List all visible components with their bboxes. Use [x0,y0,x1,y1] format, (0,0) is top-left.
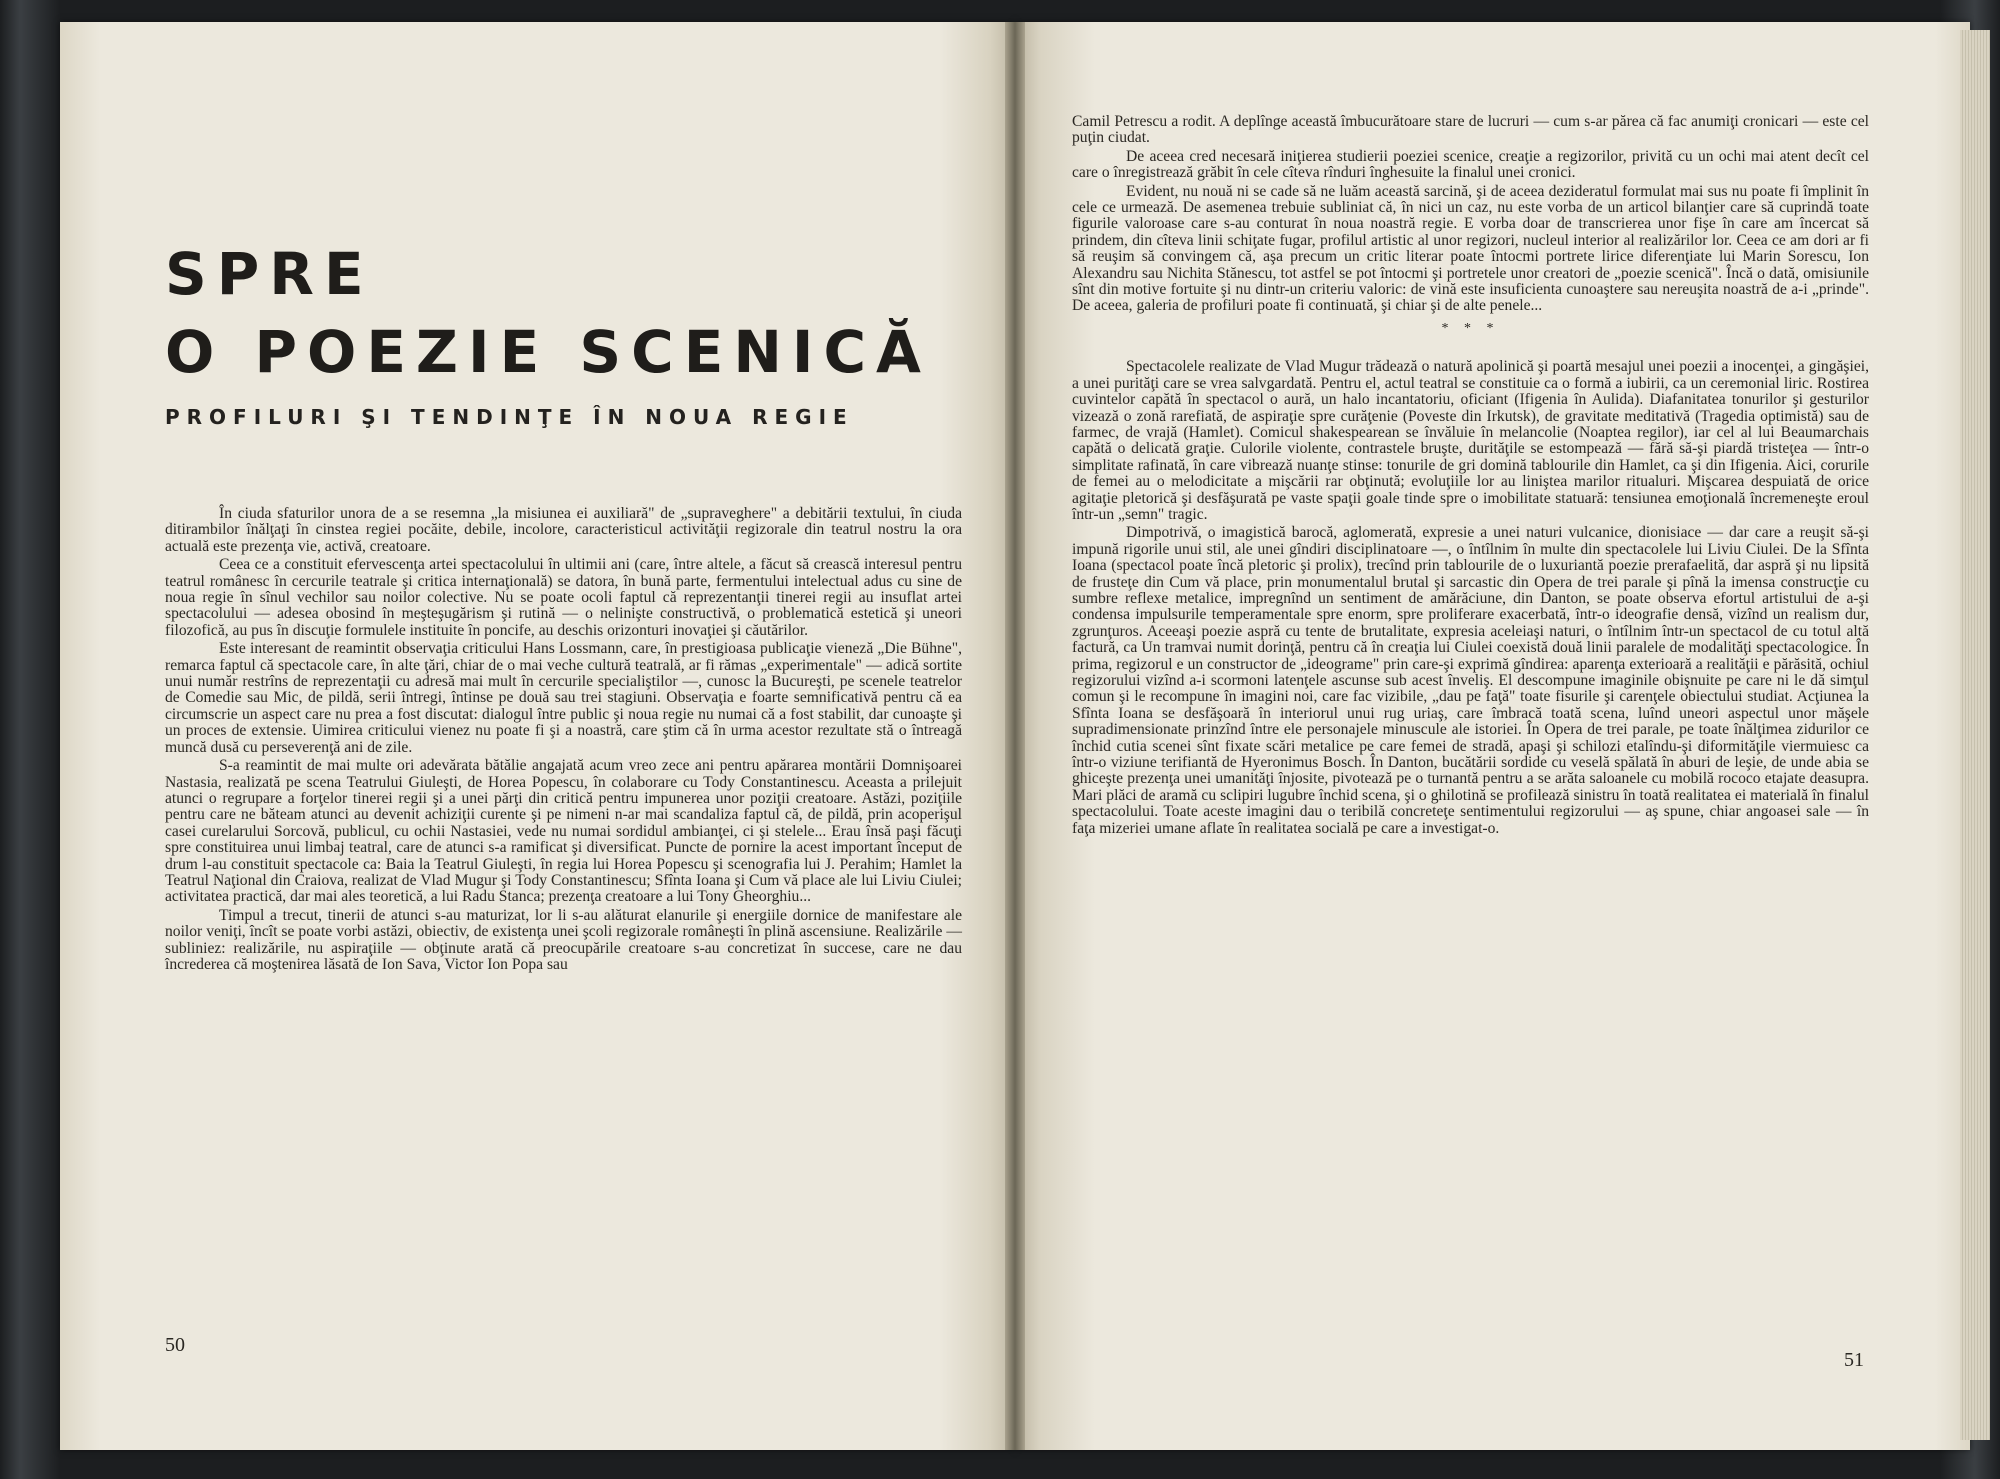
paragraph: În ciuda sfaturilor unora de a se resemna „la misiunea ei auxiliară" de „supraveghere" a debitării textului, în ciuda ditirambilor înălţaţi în cinstea regiei pocăite, debile, incolore, caracteristicul activităţii regizorale din teatrul nostru la ora actuală este prezenţa vie, activă, creatoare. [165,505,962,555]
section-separator: * * * [1441,320,1500,336]
title-line-1: SPRE [165,240,374,308]
left-column-text [165,506,962,975]
paragraph: Spectacolele realizate de Vlad Mugur trădează o natură apolinică şi poartă mesajul unei poezii a inocenţei, a gingăşiei, a unei purităţi care se vrea salvgardată. Pentru el, actul teatral se constituie ca o formă a iubirii, ca un ceremonial liric. Rostirea cuvintelor capătă în spectacol o aură, un halo incantatoriu, oficiant (Ifigenia în Aulida). Diafanitatea tonurilor şi gesturilor vizează o zonă rarefiată, de aspiraţie spre curăţenie (Poveste din Irkutsk), de gravitate meditativă (Tragedia optimistă) sau de farmec, de vrajă (Hamlet). Comicul shakespearean se învăluie în melancolie (Noaptea regilor), iar cel al lui Beaumarchais capătă o delicată graţie. Culorile violente, contrastele bruşte, durităţile se estompează — fără să-şi piardă tristeţea — într-o simplitate rafinată, în care vibrează nuanţe stinse: tonurile de gri domină tablourile din Hamlet, ca şi din Ifigenia. Aici, corurile de femei au o melodicitate a mişcării rar obţinută; evoluţiile lor au liniştea marilor ritualuri. Mişcarea despuiată de orice agitaţie pletorică şi desfăşurată pe vaste spaţii goale tinde spre o imobilitate statuară: tensiunea emoţională încremeneşte eroul într-un „semn" tragic. [1072,358,1869,523]
article-title [165,235,931,391]
page-edges [1960,30,1990,1440]
page-number-left: 50 [165,1334,185,1356]
paragraph: Timpul a trecut, tinerii de atunci s-au maturizat, lor li s-au alăturat elanurile şi energiile dornice de manifestare ale noilor veniţi, încît se poate vorbi astăzi, obiectiv, de existenţa unei şcoli regizorale româneşti în plină ascensiune. Realizările — subliniez: realizările, nu aspiraţiile — obţinute arată că preocupările creatoare s-au concretizat în succese, care ne dau încrederea că moştenirea lăsată de Ion Sava, Victor Ion Popa sau [165,906,962,973]
paragraph: Evident, nu nouă ni se cade să ne luăm această sarcină, şi de aceea dezideratul formulat mai sus nu poate fi împlinit în cele ce urmează. De asemenea trebuie subliniat că, în nici un caz, nu este vorba de un articol bilanţier care să cuprindă toate figurile valoroase care s-au conturat în noua noastră regie. E vorba doar de transcrierea unor fişe în care am încercat să prindem, din cîteva linii schiţate fugar, profilul artistic al unor regizori, nucleul interior al realizărilor lor. Ceea ce am dori ar fi să reuşim să convingem că, aşa precum un critic literar poate întocmi portrete lirice diferenţiate lui Marin Sorescu, Ion Alexandru sau Nichita Stănescu, tot astfel se pot întocmi şi portretele unor creatori de „poezie scenică". Încă o dată, omisiunile sînt din motive fortuite şi nu dintr-un criteriu valoric: de vină este insuficienta cunoaştere sau nereuşita noastră de a-i „prinde". De aceea, galeria de profiluri poate fi continuată, şi chiar şi de alte penele... [1072,182,1869,315]
paragraph: Dimpotrivă, o imagistică barocă, aglomerată, expresie a unei naturi vulcanice, dionisiace — dar care a reuşit să-şi impună rigorile unui stil, ale unei gîndiri disciplinatoare —, o întîlnim în multe din spectacolele lui Liviu Ciulei. De la Sfînta Ioana (spectacol poate încă pletoric şi prolix), trecînd prin tablourile de o luxuriantă poezie prerafaelită, dar aspră şi nu lipsită de frusteţe din Cum vă place, prin monumentalul brutal şi sarcastic din Opera de trei parale şi pînă la imensa construcţie cu sumbre reflexe metalice, impregnînd un sentiment de amărăciune, din Danton, se poate observa efortul artistului de a-şi condensa impulsurile temperamentale spre enorm, spre proliferare exacerbată, într-o ideografie densă, vizînd un realism dur, zgrunţuros. Aceeaşi poezie aspră cu tente de brutalitate, expresia aceleiaşi naturi, o întîlnim într-un spectacol de cu totul altă factură, ca Un tramvai numit dorinţă, pentru că în creaţia lui Ciulei coexistă două linii paralele de modalităţi spectacologice. În prima, regizorul e un constructor de „ideograme" prin care-şi exprimă gîndirea: aparenţa exterioară a realităţii e părăsită, ochiul regizorului vizînd a-i scormoni latenţele ascunse sub acest înveliş. El descompune imaginile obişnuite pe care ni le dă simţul comun şi le recompune în imagini noi, care fac vizibile, „dau pe faţă" toate fisurile şi carenţele obiectului studiat. Acţiunea la Sfînta Ioana se desfăşoară în interiorul unui rug uriaş, care îmbracă toată scena, luînd uneori aspectul unor măşele supradimensionate prinzînd între ele personajele minuscule ale istoriei. În Opera de trei parale, pe toate înălţimea zidurilor ce închid cutia scenei sînt fixate scări metalice pe care femei de stradă, apaşi şi schilozi etalîndu-şi diformităţile viermuiesc ca într-o viziune terifiantă de Hyeronimus Bosch. În Danton, bucătării sordide cu veselă spălată în aburi de leşie, de unde abia se ghiceşte prezenţa unei umanităţi înjosite, pivotează pe o turnantă pentru a se arăta saloanele cu mobilă rococo etajate deasupra. Mari plăci de aramă cu sclipiri lugubre închid scena, şi o ghilotină se profilează sinistru în toată realitatea ei materială în finalul spectacolului. Toate aceste imagini dau o teribilă concreteţe sentimentului regizorului — aş spune, chiar angoasei sale — în faţa mizeriei umane aflate în realitatea socială pe care a investigat-o. [1072,524,1869,837]
title-line-2: O POEZIE SCENICĂ [165,318,931,386]
paragraph: S-a reamintit de mai multe ori adevărata bătălie angajată acum vreo zece ani pentru apărarea montării Domnişoarei Nastasia, realizată pe scena Teatrului Giuleşti, de Horea Popescu, în colaborare cu Tody Constantinescu. Aceasta a prilejuit atunci o regrupare a forţelor tinerei regii şi a unei părţi din critică pentru impunerea unor poziţii creatoare. Astăzi, poziţiile pentru care ne băteam atunci au devenit achiziţii curente şi pe nimeni n-ar mai scandaliza faptul că, de pildă, prin acoperişul casei curelarului Sorcovă, publicul, cu ochii Nastasiei, vede nu numai sordidul ambianţei, ci şi stelele... Erau însă paşi făcuţi spre constituirea unui limbaj teatral, care de atunci s-a ramificat şi diversificat. Puncte de pornire la acest important început de drum l-au constituit spectacole ca: Baia la Teatrul Giuleşti, în regia lui Horea Popescu şi scenografia lui J. Perahim; Hamlet la Teatrul Naţional din Craiova, realizat de Vlad Mugur şi Tody Constantinescu; Sfînta Ioana şi Cum vă place ale lui Liviu Ciulei; activitatea practică, dar mai ales teoretică, a lui Radu Stanca; prezenţa creatoare a lui Tony Gheorghiu... [165,757,962,906]
paragraph: Ceea ce a constituit efervescenţa artei spectacolului în ultimii ani (care, între altele, a făcut să crească interesul pentru teatrul românesc în cercurile teatrale şi critica internaţională) se datora, în bună parte, fermentului intelectual adus cu sine de noua regie în sînul vechilor sau noilor colective. Nu se poate ocoli faptul că reprezentanţii tinerei regii au insuflat artei spectacolului — adesea obosind în meşteşugărism şi rutină — o nelinişte constructivă, o problematică estetică şi uneori filozofică, au pus în discuţie formulele instituite în poncife, au deschis orizonturi inovaţiei şi căutărilor. [165,556,962,639]
right-column-text [1072,114,1869,839]
paragraph: De aceea cred necesară iniţierea studierii poeziei scenice, creaţie a regizorilor, privită cu un ochi mai atent decît cel care o înregistrează grăbit în cele cîteva rînduri înghesuite la finalul unei cronici. [1072,147,1869,182]
paragraph: Camil Petrescu a rodit. A deplînge această îmbucurătoare stare de lucruri — cum s-ar părea că fac anumiţi cronicari — este cel puţin ciudat. [1072,113,1869,147]
book-gutter [1005,22,1025,1450]
paragraph: Este interesant de reamintit observaţia criticului Hans Lossmann, care, în prestigioasa publicaţie vieneză „Die Bühne", remarca faptul că spectacole care, în alte ţări, chiar de o mai veche cultură teatrală, ar fi rămas „experimentale" — adică sortite unui număr restrîns de reprezentaţii cu adresă mai mult în cercurile specialiştilor —, cunosc la Bucureşti, pe scenele teatrelor de Comedie sau Mic, de pildă, serii întregi, întinse pe două sau trei stagiuni. Observaţia e foarte semnificativă pentru că ea circumscrie un aspect care nu prea a fost discutat: dialogul între public şi noua regie nu numai că a fost stabilit, dar cunoaşte şi un proces de extensie. Uimirea criticului vienez nu poate fi şi a noastră, care ştim că în urma acestor rezultate stă o întreagă muncă dusă cu perseverenţă ani de zile. [165,640,962,756]
page-number-right: 51 [1844,1349,1864,1371]
article-subtitle: PROFILURI ŞI TENDINŢE ÎN NOUA REGIE [165,405,854,429]
